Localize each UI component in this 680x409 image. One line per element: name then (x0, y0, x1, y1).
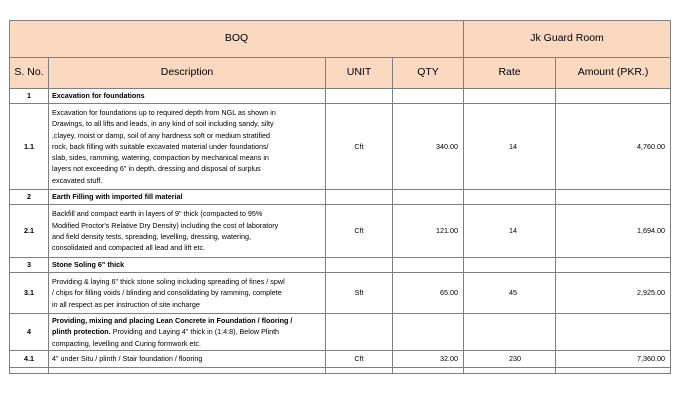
section-row (10, 258, 671, 273)
desc-line: ,clayey, moist or damp, soil of any hardness soft or medium stratified (52, 130, 270, 140)
item-unit: Cft (326, 205, 393, 258)
row-sno: 1.1 (10, 104, 49, 190)
col-header-qty: QTY (393, 58, 464, 89)
col-header-unit: UNIT (326, 58, 393, 89)
section-description (49, 314, 326, 351)
boq-sheet (9, 20, 670, 374)
row-sno: 2.1 (10, 205, 49, 258)
item-rate: 45 (464, 273, 556, 314)
desc-line: slab, sides, ramming, watering, compaction by mechanical means in (52, 153, 269, 163)
desc-line: Modified Proctor's Relative Dry Density) including the cost of laboratory (52, 220, 279, 230)
item-qty: 340.00 (393, 104, 464, 190)
desc-line: / chips for filling voids / blinding and consolidating by ramming, complete (52, 288, 282, 298)
title-row (10, 21, 671, 58)
item-amount: 7,360.00 (556, 351, 671, 368)
row-sno: 3.1 (10, 273, 49, 314)
item-unit: Cft (326, 351, 393, 368)
item-rate: 14 (464, 104, 556, 190)
item-row (10, 104, 671, 190)
section-row (10, 314, 671, 351)
item-row (10, 273, 671, 314)
item-description (49, 205, 326, 258)
boq-table (9, 20, 671, 374)
section-title: Excavation for foundations (49, 89, 326, 104)
desc-line: and field density tests, spreading, levelling, dressing, watering, (52, 232, 251, 241)
trailing-row (10, 368, 671, 374)
desc-line: excavated stuff. (52, 175, 103, 185)
item-unit: Sft (326, 273, 393, 314)
desc-line: Excavation for foundations up to required depth from NGL as shown in (52, 107, 276, 117)
row-sno: 2 (10, 190, 49, 205)
item-qty: 32.00 (393, 351, 464, 368)
row-sno: 4 (10, 314, 49, 351)
desc-line: Providing and Laying 4" thick in (1:4:8), Below Plinth (110, 327, 280, 337)
section-row (10, 190, 671, 205)
item-description (49, 104, 326, 190)
column-header-row (10, 58, 671, 89)
desc-line: layers not exceeding 6" in depth, dressing and disposal of surplus (52, 164, 261, 174)
item-description (49, 273, 326, 314)
project-title: Jk Guard Room (464, 21, 671, 58)
desc-line: Providing & laying 6" thick stone soling including spreading of fines / spwl (52, 277, 285, 287)
col-header-description: Description (49, 58, 326, 89)
section-title-line: Providing, mixing and placing Lean Concrete in Foundation / flooring / (52, 316, 293, 326)
item-qty: 65.00 (393, 273, 464, 314)
item-unit: Cft (326, 104, 393, 190)
row-sno: 3 (10, 258, 49, 273)
row-sno: 4.1 (10, 351, 49, 368)
section-title-line: plinth protection. (52, 327, 111, 337)
boq-title: BOQ (10, 21, 464, 58)
desc-line: Backfill and compact earth in layers of 9" thick (compacted to 95% (52, 209, 263, 219)
section-row (10, 89, 671, 104)
item-amount: 1,694.00 (556, 205, 671, 258)
desc-line: compacting, levelling and Curing formwork etc. (52, 338, 202, 348)
item-row (10, 205, 671, 258)
item-qty: 121.00 (393, 205, 464, 258)
col-header-sno: S. No. (10, 58, 49, 89)
item-description: 4" under Situ / plinth / Stair foundation / flooring (49, 351, 326, 368)
item-amount: 2,925.00 (556, 273, 671, 314)
desc-line: Drawings, to all lifts and leads, in any kind of soil including sandy, silty (52, 119, 274, 129)
col-header-rate: Rate (464, 58, 556, 89)
item-amount: 4,760.00 (556, 104, 671, 190)
col-header-amount: Amount (PKR.) (556, 58, 671, 89)
desc-line: in all respect as per instruction of site incharge (52, 299, 200, 309)
item-rate: 230 (464, 351, 556, 368)
section-title: Stone Soling 6" thick (49, 258, 326, 273)
desc-line: consolidated and compacted all lead and lift etc. (52, 243, 206, 253)
row-sno: 1 (10, 89, 49, 104)
section-title: Earth Filling with imported fill material (49, 190, 326, 205)
item-row (10, 351, 671, 368)
desc-line: rock, back filling with suitable excavated material under foundations/ (52, 141, 269, 151)
item-rate: 14 (464, 205, 556, 258)
